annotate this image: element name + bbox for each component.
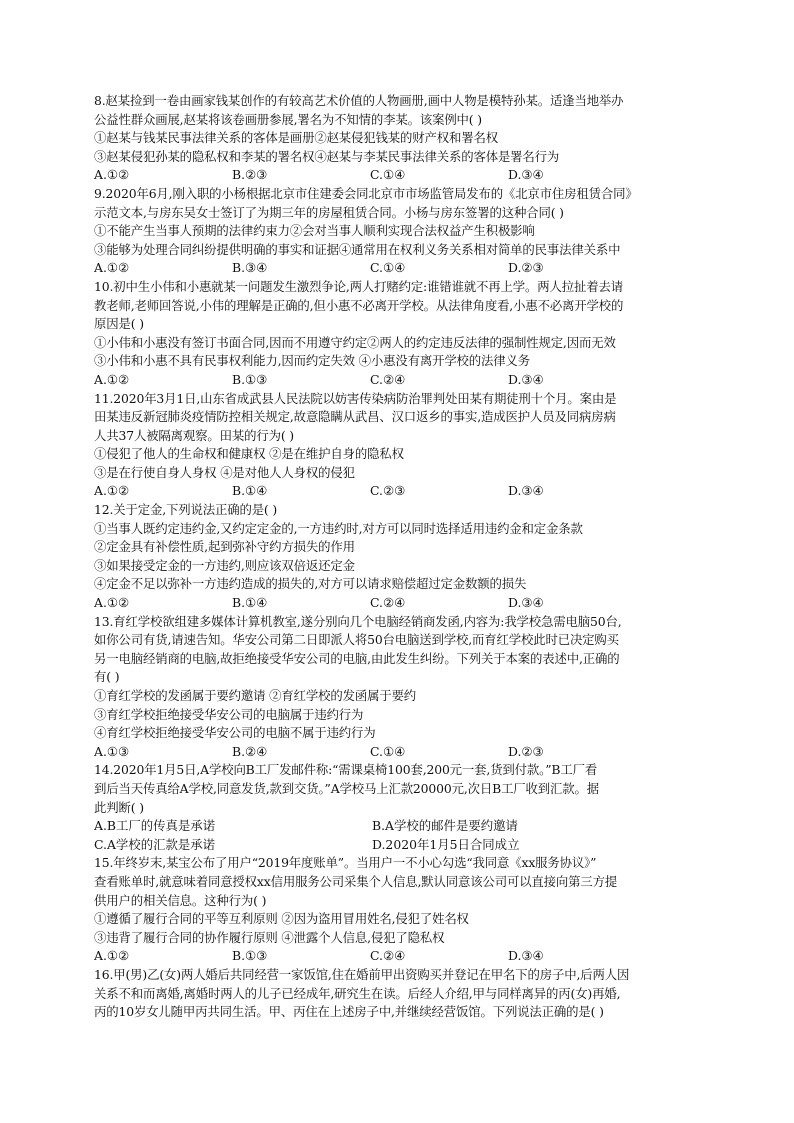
question-stem: 15.年终岁末,某宝公布了用户“2019年度账单”。当用户一不小心勾选“我同意《xx服务协议》”: [94, 855, 597, 871]
answer-option: C.②④: [370, 371, 406, 387]
answer-option: D.③④: [508, 371, 544, 387]
answer-option: B.A学校的邮件是要约邀请: [372, 818, 518, 834]
question-0: [94, 92, 704, 185]
answer-options: [94, 371, 704, 390]
answer-option: D.②③: [508, 260, 544, 276]
question-stem: 13.育红学校欲组建多媒体计算机教室,遂分别向几个电脑经销商发函,内容为:我学校急需电脑50台,: [94, 613, 622, 629]
answer-option: C.②④: [370, 948, 406, 964]
answer-option: C.①④: [370, 260, 406, 276]
answer-options: [94, 482, 704, 501]
question-1: [94, 185, 704, 278]
question-text-line: ①不能产生当事人预期的法律约束力②会对当事人顺利实现合法权益产生积极影响: [94, 223, 535, 239]
question-text-line: ①侵犯了他人的生命权和健康权 ②是在维护自身的隐私权: [94, 446, 404, 462]
question-3: [94, 390, 704, 502]
answer-option: B.②③: [232, 167, 268, 183]
question-text-line: ②定金具有补偿性质,起到弥补守约方损失的作用: [94, 539, 355, 555]
answer-options: [94, 743, 704, 762]
question-text-line: 田某违反新冠肺炎疫情防控相关规定,故意隐瞒从武昌、汉口返乡的事实,造成医护人员及同病房病: [94, 409, 616, 425]
answer-option: C.①④: [370, 167, 406, 183]
question-text-line: ③赵某侵犯孙某的隐私权和李某的署名权④赵某与李某民事法律关系的客体是署名行为: [94, 148, 560, 164]
question-8: [94, 966, 704, 1022]
answer-option: C.①④: [370, 743, 406, 759]
question-6: [94, 761, 704, 854]
answer-option: B.③④: [232, 260, 268, 276]
question-text-line: 原因是( ): [94, 316, 144, 332]
answer-option: A.①②: [94, 595, 130, 611]
question-text-line: ③小伟和小惠不具有民事权利能力,因而约定失效 ④小惠没有离开学校的法律义务: [94, 353, 530, 369]
answer-option: B.①③: [232, 371, 268, 387]
answer-options: [94, 817, 704, 836]
question-text-line: ③育红学校拒绝接受华安公司的电脑属于违约行为: [94, 706, 364, 722]
question-stem: 9.2020年6月,刚入职的小杨根据北京市住建委会同北京市市场监管局发布的《北京市住房租赁合同》: [94, 185, 638, 201]
question-stem: 12.关于定金,下列说法正确的是( ): [94, 502, 278, 518]
answer-option: D.③④: [508, 595, 544, 611]
question-text-line: 到后当天传真给A学校,同意发货,款到交货。”A学校马上汇款20000元,次日B工厂收到汇款。据: [94, 780, 599, 796]
question-stem: 8.赵某捡到一卷由画家钱某创作的有较高艺术价值的人物画册,画中人物是模特孙某。适逢当地举办: [94, 93, 624, 108]
question-text-line: 关系不和而离婚,离婚时两人的儿子已经成年,研究生在读。后经人介绍,甲与同样离异的丙(女)再婚,: [94, 985, 621, 1001]
question-text-line: ④育红学校拒绝接受华安公司的电脑不属于违约行为: [94, 725, 376, 741]
answer-option: A.①②: [94, 260, 130, 276]
question-text-line: ①育红学校的发函属于要约邀请 ②育红学校的发函属于要约: [94, 688, 417, 703]
question-text-line: ①小伟和小惠没有签订书面合同,因而不用遵守约定②两人的约定违反法律的强制性规定,因而无效: [94, 334, 616, 350]
answer-option: D.③④: [508, 948, 544, 964]
question-5: [94, 613, 704, 762]
question-2: [94, 278, 704, 390]
question-text-line: 丙的10岁女儿随甲丙共同生活。甲、丙住在上述房子中,并继续经营饭馆。下列说法正确的是( ): [94, 1004, 604, 1020]
question-text-line: ③能够为处理合同纠纷提供明确的事实和证据④通常用在权利义务关系相对简单的民事法律关系中: [94, 241, 621, 257]
question-text-line: ③违背了履行合同的协作履行原则 ④泄露个人信息,侵犯了隐私权: [94, 929, 445, 945]
answer-option: D.③④: [508, 167, 544, 183]
question-text-line: ①当事人既约定违约金,又约定定金的,一方违约时,对方可以同时选择适用违约金和定金条款: [94, 520, 583, 536]
question-text-line: 如你公司有货,请速告知。华安公司第二日即派人将50台电脑送到学校,而育红学校此时已决定购买: [94, 632, 619, 648]
answer-option: D.②③: [508, 743, 544, 759]
question-text-line: ③如果接受定金的一方违约,则应该双倍返还定金: [94, 557, 355, 573]
answer-option: A.①②: [94, 371, 130, 387]
answer-options: [94, 259, 704, 278]
question-text-line: 供用户的相关信息。这种行为( ): [94, 892, 267, 908]
question-text-line: 另一电脑经销商的电脑,故拒绝接受华安公司的电脑,由此发生纠纷。下列关于本案的表述中,正确的: [94, 650, 620, 666]
question-text-line: ④定金不足以弥补一方违约造成的损失的,对方可以请求赔偿超过定金数额的损失: [94, 576, 527, 592]
answer-option: A.①③: [94, 743, 130, 759]
question-text-line: 人共37人被隔离观察。田某的行为( ): [94, 427, 294, 443]
question-text-line: ①赵某与钱某民事法律关系的客体是画册②赵某侵犯钱某的财产权和署名权: [94, 130, 498, 146]
answer-options: [94, 594, 704, 613]
question-text-line: 教老师,老师回答说,小伟的理解是正确的,但小惠不必离开学校。从法律角度看,小惠不必离开学校的: [94, 297, 624, 313]
answer-option: A.①②: [94, 948, 130, 964]
question-text-line: 此判断( ): [94, 799, 144, 815]
question-stem: 16.甲(男)乙(女)两人婚后共同经营一家饭馆,住在婚前甲出资购买并登记在甲名下的房子中,后两人因: [94, 966, 630, 982]
question-4: [94, 501, 704, 613]
answer-option: C.A学校的汇款是承诺: [94, 836, 216, 852]
answer-option: C.②④: [370, 595, 406, 611]
question-text-line: 查看账单时,就意味着同意授权xx信用服务公司采集个人信息,默认同意该公司可以直接向第三方提: [94, 873, 618, 889]
answer-options: [94, 836, 704, 855]
answer-option: D.③④: [508, 483, 544, 499]
question-7: [94, 854, 704, 966]
exam-page: [94, 92, 704, 1022]
question-text-line: ③是在行使自身人身权 ④是对他人人身权的侵犯: [94, 464, 355, 480]
question-text-line: 公益性群众画展,赵某将该卷画册参展,署名为不知情的李某。该案例中( ): [94, 111, 482, 127]
question-stem: 10.初中生小伟和小惠就某一问题发生激烈争论,两人打赌约定:谁错谁就不再上学。两人拉扯着去请: [94, 278, 623, 294]
question-text-line: 示范文本,与房东吴女士签订了为期三年的房屋租赁合同。小杨与房东签署的这种合同( ): [94, 204, 564, 220]
question-stem: 14.2020年1月5日,A学校向B工厂发邮件称:“需课桌椅100套,200元一套,货到付款。”B工厂看: [94, 762, 598, 778]
answer-options: [94, 947, 704, 966]
answer-option: A.①②: [94, 167, 130, 183]
answer-option: B.①④: [232, 483, 268, 499]
answer-option: B.①③: [232, 948, 268, 964]
answer-option: B.①④: [232, 595, 268, 611]
answer-option: D.2020年1月5日合同成立: [372, 836, 520, 852]
question-text-line: ①遵循了履行合同的平等互利原则 ②因为盗用冒用姓名,侵犯了姓名权: [94, 911, 469, 927]
answer-option: A.①②: [94, 483, 130, 499]
answer-option: C.②③: [370, 483, 406, 499]
answer-options: [94, 166, 704, 185]
answer-option: B.②④: [232, 743, 268, 759]
question-stem: 11.2020年3月1日,山东省成武县人民法院以妨害传染病防治罪判处田某有期徒刑十个月。案由是: [94, 390, 617, 406]
question-text-line: 有( ): [94, 669, 120, 685]
answer-option: A.B工厂的传真是承诺: [94, 818, 216, 834]
